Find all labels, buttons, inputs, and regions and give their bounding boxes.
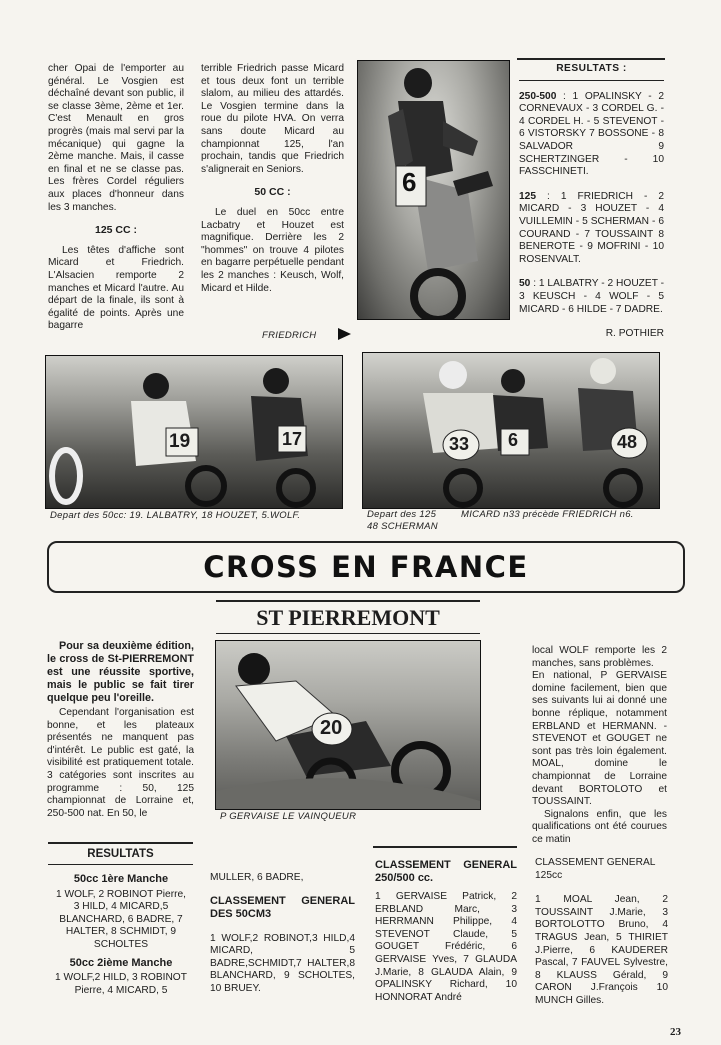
photo-start-50cc [45, 355, 343, 509]
column-2-paragraph-2: Le duel en 50cc entre Lacbatry et Houzet est magnifique. Derrière les 2 "hommes" on trouve 4 pilotes en bagarre perpétuelle pendant les 2 manches : Keusch, Wolf, Micard et Hilde. [201, 206, 344, 294]
article-column-2 [201, 63, 344, 295]
classement-125-results: 1 MOAL Jean, 2 TOUSSAINT J.Marie, 3 BORTOLOTTO Bruno, 4 TRAGUS Jean, 5 THIRIET J.Pierre, 6 KAUDERER Pascal, 7 FAUVEL Sylvestre, 8 KLAUSS Gérald, 9 CARON J.François 10 MUNCH Gilles. [535, 894, 668, 1006]
manche-2-results: 1 WOLF,2 HILD, 3 ROBINOT Pierre, 4 MICARD, 5 [55, 972, 187, 996]
caption-friedrich: FRIEDRICH [262, 330, 317, 341]
bottom-column-3-rule [373, 846, 517, 848]
number-plate-17: 17 [282, 429, 303, 449]
right-paragraph-1: local WOLF remporte les 2 manches, sans problèmes. [532, 645, 667, 669]
caption-micard-friedrich: MICARD n33 précède FRIEDRICH n6. [461, 509, 634, 520]
right-paragraph-2: En national, P GERVAISE domine facilement, bien que ses suivants lui ai donné une bonne réplique, notamment ERBLAND et HERMANN. - STEVENOT et GOUGET ne sont pas très loin également. MOAL, domine le championnat de Lorraine devant BORTOLOTO et TOUSSAINT. [532, 670, 667, 808]
classement-50cc-title: CLASSEMENT GENERAL DES 50CM3 [210, 894, 355, 920]
bottom-results-rule-under [48, 864, 193, 865]
results-author: R. POTHIER [605, 328, 664, 340]
right-paragraph-3: Signalons enfin, que les qualifications ont été courues ce matin [532, 808, 667, 845]
results-top-rule [517, 58, 665, 60]
page-number: 23 [670, 1026, 681, 1038]
photo-gervaise [215, 640, 481, 810]
classement-50cc-results: 1 WOLF,2 ROBINOT,3 HILD,4 MICARD, 5 BADRE,SCHMIDT,7 HALTER,8 BLANCHARD, 9 SCHOLTES, 10 BRUEY. [210, 932, 355, 994]
photo-start-125cc [362, 352, 660, 509]
intro-body-text: Cependant l'organisation est bonne, et les plateaux présentés ne manquent pas d'intérêt. Le public est gaté, la visibilité est pratiquement totale. 3 catégories sont inscrites au programme : 50, 125 championnat de Lorraine et, 250-500 nat. En 50, le [47, 707, 194, 819]
intro-bold-text: Pour sa deuxième édition, le cross de St-PIERREMONT est une réussite sportive, mais le public se fait tirer quelque peu l'oreille. [47, 640, 194, 704]
friedrich-number-plate: 6 [402, 167, 417, 197]
heading-125cc: 125 CC : [94, 224, 137, 237]
results-250-500: 250-500 : 1 OPALINSKY - 2 CORNEVAUX - 3 CORDEL G. - 4 CORDEL H. - 5 STEVENOT - 6 VISTORSKY 7 BOSSONE - 8 SALVADOR 9 SCHERTZINGER - 10 FASSCHINETI. [519, 90, 664, 178]
caption-start-125cc-line2: 48 SCHERMAN [367, 521, 438, 532]
arrow-right-icon [338, 328, 351, 340]
column-1-paragraph-2: Les têtes d'affiche sont Micard et Friedrich. L'Alsacien remporte 2 manches et Micard l'autre. Au départ de la finale, ils sont à égalité de points. Après une bagarre [48, 244, 184, 332]
friedrich-rider-drawing [358, 61, 509, 319]
results-top-box [519, 63, 664, 341]
gervaise-number-plate: 20 [320, 717, 343, 739]
caption-gervaise: P GERVAISE LE VAINQUEUR [220, 811, 357, 822]
caption-start-125cc-line1: Depart des 125 [367, 509, 437, 520]
bottom-column-3 [375, 859, 517, 1004]
results-title-underline [519, 80, 664, 81]
number-plate-48: 48 [617, 432, 638, 452]
subtitle-top-rule [216, 600, 480, 602]
manche-1-title: 50cc 1ère Manche [73, 873, 169, 885]
article-column-1 [48, 63, 184, 333]
number-plate-6: 6 [508, 430, 519, 450]
classement-250-500-title: CLASSEMENT GENERAL 250/500 cc. [375, 859, 517, 884]
column-1-paragraph-1: cher Opai de l'emporter au général. Le Vosgien est déchaîné devant son public, il se classe 3ème, 2ème et 1er. C'est Menault en gros progrès (mais mal servi par la mécanique) qui gagne la 2ème manche. Mais, il casse en final et ne se classe pas. Les frères Cordel réguliers aux places d'honneur dans les 3 manches. [48, 63, 184, 213]
intro-column [47, 640, 194, 820]
section-banner [47, 541, 685, 593]
caption-start-50cc: Depart des 50cc: 19. LALBATRY, 18 HOUZET, 5.WOLF. [50, 510, 301, 521]
heading-50cc: 50 CC : [254, 186, 291, 199]
classement-250-500-results: 1 GERVAISE Patrick, 2 ERBLAND Marc, 3 HERRMANN Philippe, 4 STEVENOT Claude, 5 GOUGET Frédéric, 6 GERVAISE Yves, 7 GLAUDA J.Marie, 8 GLAUDA Alain, 9 OPALINSKY Richard, 10 HONNORAT André [375, 891, 517, 1003]
bottom-column-4 [535, 857, 668, 1008]
bottom-column-2 [210, 872, 355, 996]
results-top-title: RESULTATS : [556, 63, 627, 74]
article-subtitle: ST PIERREMONT [256, 605, 440, 630]
number-plate-33: 33 [449, 434, 470, 454]
gervaise-rider-drawing [216, 641, 480, 809]
manche-2-title: 50cc 2ième Manche [69, 956, 173, 969]
subtitle-bottom-rule [216, 633, 480, 634]
results-50: 50 : 1 LALBATRY - 2 HOUZET - 3 KEUSCH - 4 WOLF - 5 MICARD - 6 HILDE - 7 DADRE. [519, 278, 664, 315]
bottom-results-rule-top [48, 842, 193, 844]
banner-title: CROSS EN FRANCE [203, 550, 529, 584]
bottom-column-1 [54, 873, 188, 997]
column-2-continuation: MULLER, 6 BADRE, [210, 872, 304, 883]
number-plate-19: 19 [169, 431, 191, 452]
bottom-results-title: RESULTATS [87, 848, 154, 860]
right-article-column [532, 645, 667, 847]
results-125: 125 : 1 FRIEDRICH - 2 MICARD - 3 HOUZET - 4 VUILLEMIN - 5 SCHERMAN - 6 COURAND - 7 TOUSSAINT 8 BENEROTE - 9 MOFRINI - 10 ROSENVALT. [519, 190, 664, 265]
manche-1-results: 1 WOLF, 2 ROBINOT Pierre, 3 HILD, 4 MICARD,5 BLANCHARD, 6 BADRE, 7 HALTER, 8 SCHMIDT, 9 SCHOLTES [55, 888, 186, 950]
classement-125-title-line2: 125cc [535, 869, 563, 881]
photo-friedrich-jump [357, 60, 510, 320]
classement-125-title-line1: CLASSEMENT GENERAL [535, 857, 656, 868]
column-2-paragraph-1: terrible Friedrich passe Micard et tous deux font un terrible slalom, au milieu des attardés. Le Vosgien termine dans la roue du pilote HVA. On verra sans doute Micard au championnat 125, l'an prochain, tandis que Friedrich s'alignerait en Seniors. [201, 63, 344, 175]
